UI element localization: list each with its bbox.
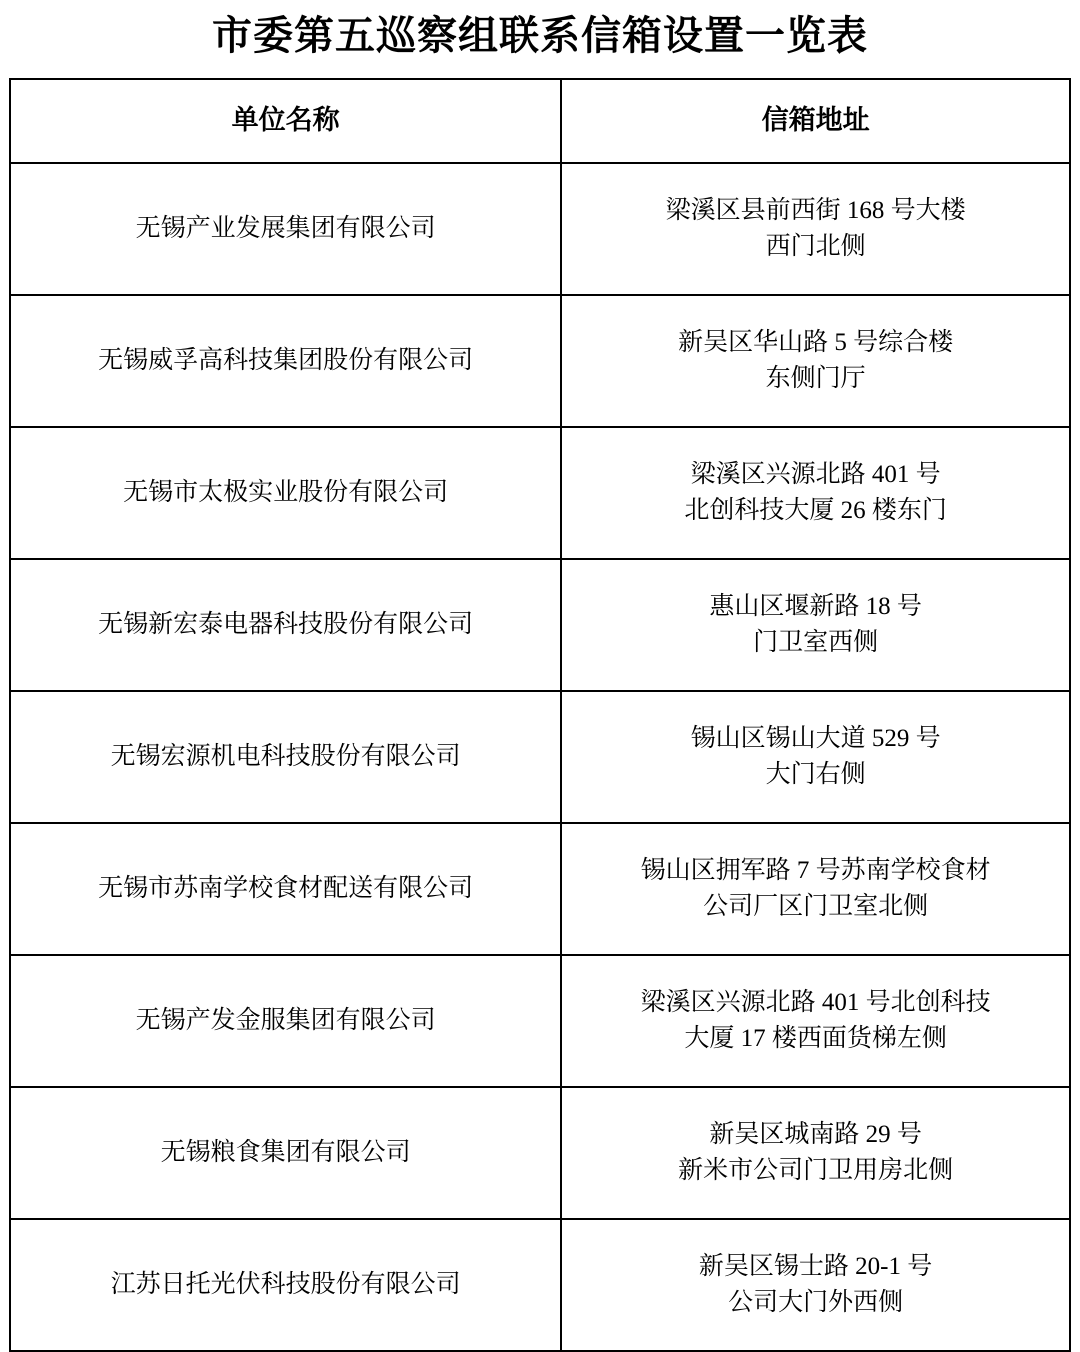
cell-address (561, 427, 1070, 559)
address-line: 门卫室西侧 (753, 629, 879, 656)
cell-address (561, 691, 1070, 823)
cell-unit-name: 无锡威孚高科技集团股份有限公司 (10, 295, 561, 427)
address-line: 惠山区堰新路 18 号 (709, 592, 922, 620)
table-row (10, 691, 1070, 823)
table-row (10, 163, 1070, 295)
address-line: 梁溪区县前西街 168 号大楼 (665, 196, 966, 224)
address-line: 锡山区锡山大道 529 号 (690, 724, 941, 752)
cell-unit-name: 无锡产发金服集团有限公司 (10, 955, 561, 1087)
document-page (0, 12, 1080, 1325)
table-row (10, 1087, 1070, 1219)
table-row (10, 427, 1070, 559)
address-line: 大门右侧 (765, 761, 866, 788)
column-header-address: 信箱地址 (561, 79, 1070, 163)
column-header-unit: 单位名称 (10, 79, 561, 163)
address-line: 公司大门外西侧 (728, 1289, 904, 1316)
cell-unit-name: 无锡新宏泰电器科技股份有限公司 (10, 559, 561, 691)
address-line: 梁溪区兴源北路 401 号 (690, 460, 941, 488)
cell-address (561, 823, 1070, 955)
cell-address (561, 163, 1070, 295)
table-row (10, 955, 1070, 1087)
address-line: 东侧门厅 (765, 365, 866, 392)
address-line: 新米市公司门卫用房北侧 (678, 1157, 954, 1184)
address-line: 新吴区锡士路 20-1 号 (698, 1252, 933, 1280)
address-line: 锡山区拥军路 7 号苏南学校食材 (640, 856, 991, 884)
table-row (10, 559, 1070, 691)
cell-unit-name: 江苏日托光伏科技股份有限公司 (10, 1219, 561, 1351)
cell-unit-name: 无锡粮食集团有限公司 (10, 1087, 561, 1219)
address-line: 北创科技大厦 26 楼东门 (684, 497, 947, 524)
cell-address (561, 295, 1070, 427)
mailbox-table (9, 78, 1071, 1352)
address-line: 西门北侧 (765, 233, 866, 260)
table-row (10, 823, 1070, 955)
cell-address (561, 1087, 1070, 1219)
address-line: 公司厂区门卫室北侧 (703, 893, 929, 920)
cell-address (561, 559, 1070, 691)
cell-unit-name: 无锡宏源机电科技股份有限公司 (10, 691, 561, 823)
address-line: 大厦 17 楼西面货梯左侧 (684, 1025, 947, 1052)
table-body (10, 163, 1070, 1351)
table-row (10, 295, 1070, 427)
address-line: 新吴区城南路 29 号 (709, 1120, 922, 1148)
cell-unit-name: 无锡市苏南学校食材配送有限公司 (10, 823, 561, 955)
cell-unit-name: 无锡市太极实业股份有限公司 (10, 427, 561, 559)
cell-address (561, 955, 1070, 1087)
cell-address (561, 1219, 1070, 1351)
table-header-row (10, 79, 1070, 163)
cell-unit-name: 无锡产业发展集团有限公司 (10, 163, 561, 295)
table-row (10, 1219, 1070, 1351)
address-line: 梁溪区兴源北路 401 号北创科技 (640, 988, 991, 1016)
address-line: 新吴区华山路 5 号综合楼 (678, 328, 954, 356)
page-title: 市委第五巡察组联系信箱设置一览表 (212, 13, 868, 58)
